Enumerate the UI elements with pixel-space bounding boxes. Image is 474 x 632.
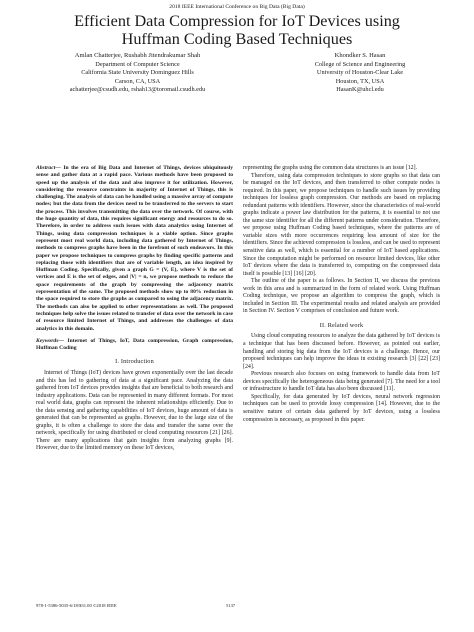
keywords-lead: Keywords — [36, 337, 59, 344]
related-paragraph-2: Previous research also focuses on using framework to handle data from IoT devices specifically the heterogeneous data being generated [7]. The need for a tool or infrastructure to handle IoT data has also been discussed [11]. — [243, 371, 440, 393]
author-univ-left: California State University Dominguez Hills — [81, 69, 194, 77]
page-number: 5137 — [226, 603, 236, 608]
title-line-1: Efficient Data Compression for IoT Devices using — [74, 12, 400, 30]
author-names-left: Amlan Chatterjee, Rushabh Jitendrakumar Shah — [74, 52, 201, 59]
title-line-2: Huffman Coding Based Techniques — [121, 29, 353, 48]
section-heading-introduction: I. Introduction — [115, 358, 154, 366]
author-email-right: HasanK@uhcl.edu — [336, 86, 384, 94]
left-column — [36, 165, 233, 453]
author-block-left — [25, 52, 250, 95]
author-city-right: Houston, TX, USA — [335, 77, 385, 85]
author-section — [0, 52, 474, 142]
footer-copyright: 978-1-5386-5035-6/18/$31.00 ©2018 IEEE — [36, 603, 117, 608]
right-column — [243, 165, 440, 424]
abstract-text: — In the era of Big Data and Internet of Things, devices ubiquitously sense and gather data at a rapid pace. Various methods have been proposed to speed up the analysis of the data and also improve it for utilization. However, considering the resource constraints in majority of Internet of Things, this is challenging. The analysis of data can be handled using a massive array of compute nodes; but the data from the devices need to be transferred to the servers to start the process. This involves transmitting the data over the network. Of course, with the huge quantity of data, this requires significant energy and resources to do so. Therefore, in order to address such issues with data analytics using Internet of Things, using data compression techniques is a viable option. Since graphs represent most real world data, including data gathered by Internet of Things, methods to compress graphs have been in the forefront of such endeavors. In this paper we propose techniques to compress graphs by finding specific patterns and replacing those with identifiers that are of variable length, an idea inspired by Huffman Coding. Specifically, given a graph G = (V, E), where V is the set of vertices and E is the set of edges, and |V| = n, we propose methods to reduce the space requirements of the graph by compressing the adjacency matrix representation of the same. The proposed methods show up to 80% reduction in the space required to store the graphs as compared to using the adjacency matrix. The methods can also be applied to other representations as well. The proposed techniques help solve the issues related to transfer of data over the network in case of resource limited Internet of Things, and addresses the challenges of data analytics in this domain. — [36, 165, 233, 332]
author-dept-left: Department of Computer Science — [95, 60, 180, 68]
paper-title — [20, 13, 454, 48]
author-city-left: Carson, CA, USA — [114, 77, 161, 85]
intro-paragraph-continued: representing the graphs using the common data structures is an issue [12]. — [243, 165, 418, 171]
related-paragraph-3: Specifically, for data generated by IoT devices, neural network regression techniques can be used to provide lossy compression [14]. However, due to the sensitive nature of certain data gathered by IoT devices, using a lossless compression is necessary, as proposed in this paper. — [243, 393, 440, 423]
section-heading-related-work: II. Related work — [319, 321, 364, 329]
author-dept-right: College of Science and Engineering — [314, 60, 406, 68]
author-names-right: Khondker S. Hasan — [334, 52, 386, 59]
intro-paragraph-2: Therefore, using data compression techniques to store graphs so that data can be managed on the IoT devices, and then transferred to other compute nodes is required. In this paper, we propose techniques to handle such issues by providing techniques for lossless graph compression. Our methods are based on replacing redundant patterns with identifiers. However, since the characteristics of real-world graphs indicate a power law distribution for the patterns, it is essential to not use the same size identifier for all the different patterns under consideration. Therefore, we propose using Huffman Coding based techniques, where the patterns are of variable sizes with more occurrences requiring less amount of size for the identifiers. Since the achieved compression is lossless, and can be used to represent sensitive data as well, which is essential for a number of IoT based applications. Since the computation might be performed on resource limited devices, like other IoT devices where the data is transferred to, computing on the compressed data itself is possible [13] [16] [20]. — [243, 172, 440, 277]
intro-paragraph-1: Internet of Things (IoT) devices have grown exponentially over the last decade and this has led to gathering of data at a significant pace. Analyzing the data gathered from IoT devices provides insights that are beneficial to both research and industry applications. Data can be represented in many different formats. For most real world data, graphs can represent the inherent relationships efficiently. Due to the data sensing and gathering capabilities of IoT devices, huge amount of data is generated that can be represented as graphs. However, due to the large size of the graphs, it is often a challenge to store the data and transfer the same over the network, specifically for using distributed or cloud computing resources [21] [26]. There are many applications that gain insights from analyzing graphs [9]. However, due to the limited memory on these IoT devices, — [36, 369, 233, 452]
conference-header: 2018 IEEE International Conference on Big Data (Big Data) — [169, 4, 305, 10]
author-univ-right: University of Houston-Clear Lake — [316, 69, 404, 77]
keywords — [36, 338, 233, 353]
related-paragraph-1: Using cloud computing resources to analyze the data gathered by IoT devices is a technique that has been discussed before. However, as pointed out earlier, handling and storing big data from the IoT devices is a challenge. Hence, our proposed techniques can help improve the ideas in existing research [3] [22] [23] [24]. — [243, 333, 440, 370]
author-block-right — [265, 52, 455, 95]
abstract — [36, 165, 233, 333]
author-email-left: achatterjee@csudh.edu, rshah13@toromail.csudh.edu — [69, 86, 206, 94]
keywords-text: — Internet of Things, IoT, Data compression, Graph compression, Huffman Coding — [36, 337, 233, 352]
abstract-lead: Abstract — [36, 165, 56, 171]
intro-paragraph-3: The outline of the paper is as follows. In Section II, we discuss the previous work in this area and is summarized in the form of related work. Using Huffman Coding technique, we propose an algorithm to compress the graph, which is included in Section III. The experimental results and related analysis are provided in Section IV. Section V comprises of conclusion and future work. — [243, 278, 440, 315]
